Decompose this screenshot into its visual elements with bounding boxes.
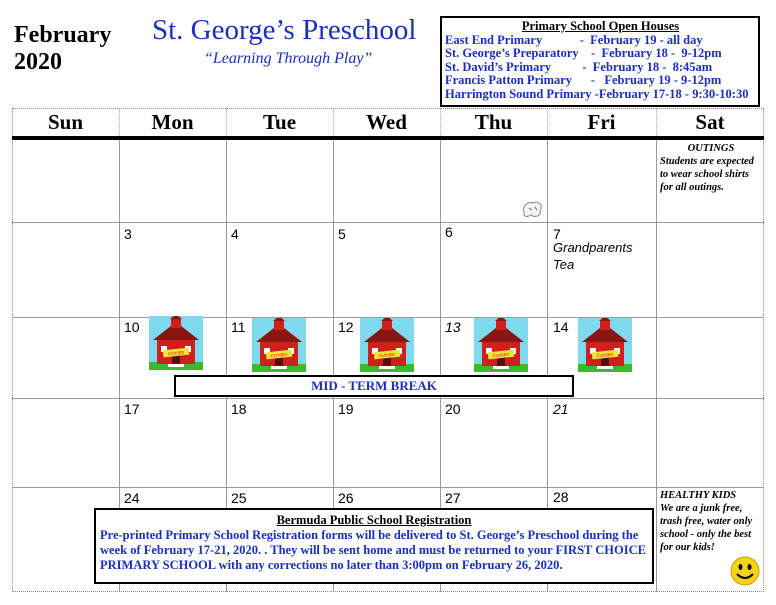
- closed-sign: CLOSED: [492, 351, 510, 359]
- day-header-tue: Tue: [262, 110, 297, 134]
- date-24: 24: [124, 490, 140, 506]
- grid-line: [12, 222, 764, 223]
- date-3: 3: [124, 226, 132, 242]
- closed-sign: CLOSED: [596, 351, 614, 359]
- registration-text: Pre-printed Primary School Registration forms will be delivered to St. George’s Preschool during the week of February 17-21, 2020. . They will be sent home and must be returned to your FIRST CHOICE PRIMARY SCHOOL with any corrections no later than 3:00pm on February 26, 2020.: [100, 528, 646, 572]
- open-houses-title: Primary School Open Houses: [521, 19, 680, 33]
- grid-line: [12, 487, 764, 488]
- schoolhouse-icon: [360, 318, 414, 372]
- grid-line: [12, 398, 764, 399]
- grid-line: [226, 108, 227, 136]
- year: 2020: [14, 49, 62, 75]
- day-header-fri: Fri: [587, 110, 616, 134]
- date-21: 21: [553, 401, 569, 417]
- outings-text: Students are expected to wear school shirts for all outings.: [660, 156, 754, 193]
- registration-title: Bermuda Public School Registration: [276, 513, 472, 527]
- grid-line: [440, 108, 441, 136]
- date-6: 6: [445, 224, 453, 240]
- open-houses-box: [440, 16, 760, 107]
- outings-title: OUTINGS: [687, 143, 735, 154]
- date-25: 25: [231, 490, 247, 506]
- date-26: 26: [338, 490, 354, 506]
- doodle-icon: [520, 198, 546, 220]
- registration-box: [94, 508, 654, 584]
- healthy-kids-note: [660, 489, 762, 554]
- date-14: 14: [553, 319, 569, 335]
- schoolhouse-icon: [474, 318, 528, 372]
- day-header-wed: Wed: [366, 110, 407, 134]
- school-motto: “Learning Through Play”: [204, 50, 373, 67]
- date-18: 18: [231, 401, 247, 417]
- date-4: 4: [231, 226, 239, 242]
- month-name: February: [14, 22, 112, 48]
- schoolhouse-icon: [252, 318, 306, 372]
- healthy-kids-title: HEALTHY KIDS: [660, 490, 737, 501]
- date-12: 12: [338, 319, 354, 335]
- date-11: 11: [231, 319, 246, 335]
- closed-sign: CLOSED: [378, 351, 396, 359]
- closed-sign: CLOSED: [270, 351, 288, 359]
- event-grandparents-tea: Grandparents Tea: [553, 240, 633, 272]
- healthy-kids-text: We are a junk free, trash free, water only school - only the best for our kids!: [660, 503, 753, 553]
- schoolhouse-icon: [149, 316, 203, 370]
- date-13: 13: [445, 319, 461, 335]
- open-house-row: Francis Patton Primary - February 19 - 9-12pm: [445, 73, 722, 88]
- header-rule: [12, 136, 764, 140]
- grid-line: [333, 108, 334, 136]
- day-header-sun: Sun: [47, 110, 84, 134]
- schoolhouse-icon: [578, 318, 632, 372]
- open-house-row: St. George’s Preparatory - February 18 - 9-12pm: [445, 46, 722, 61]
- month-title: [14, 22, 111, 76]
- school-name: St. George’s Preschool: [152, 14, 417, 46]
- date-20: 20: [445, 401, 461, 417]
- smiley-icon: [730, 556, 760, 586]
- date-5: 5: [338, 226, 346, 242]
- grid-line: [119, 108, 120, 136]
- outings-note: [660, 142, 762, 194]
- grid-line: [547, 108, 548, 136]
- date-27: 27: [445, 490, 461, 506]
- day-header-thu: Thu: [474, 110, 513, 134]
- grid-line: [656, 108, 657, 136]
- open-house-row: Harrington Sound Primary -February 17-18 - 9:30-10:30: [445, 86, 749, 101]
- grid-line: [656, 140, 657, 592]
- date-17: 17: [124, 401, 140, 417]
- open-house-row: East End Primary - February 19 - all day: [445, 32, 703, 47]
- day-header-mon: Mon: [151, 110, 194, 134]
- open-house-row: St. David’s Primary - February 18 - 8:45am: [445, 59, 713, 74]
- day-header-sat: Sat: [695, 110, 725, 134]
- date-19: 19: [338, 401, 354, 417]
- date-10: 10: [124, 319, 140, 335]
- midterm-break-banner: MID - TERM BREAK: [174, 375, 574, 397]
- date-7: 7: [553, 226, 561, 242]
- date-28: 28: [553, 489, 569, 505]
- closed-sign: CLOSED: [167, 349, 185, 357]
